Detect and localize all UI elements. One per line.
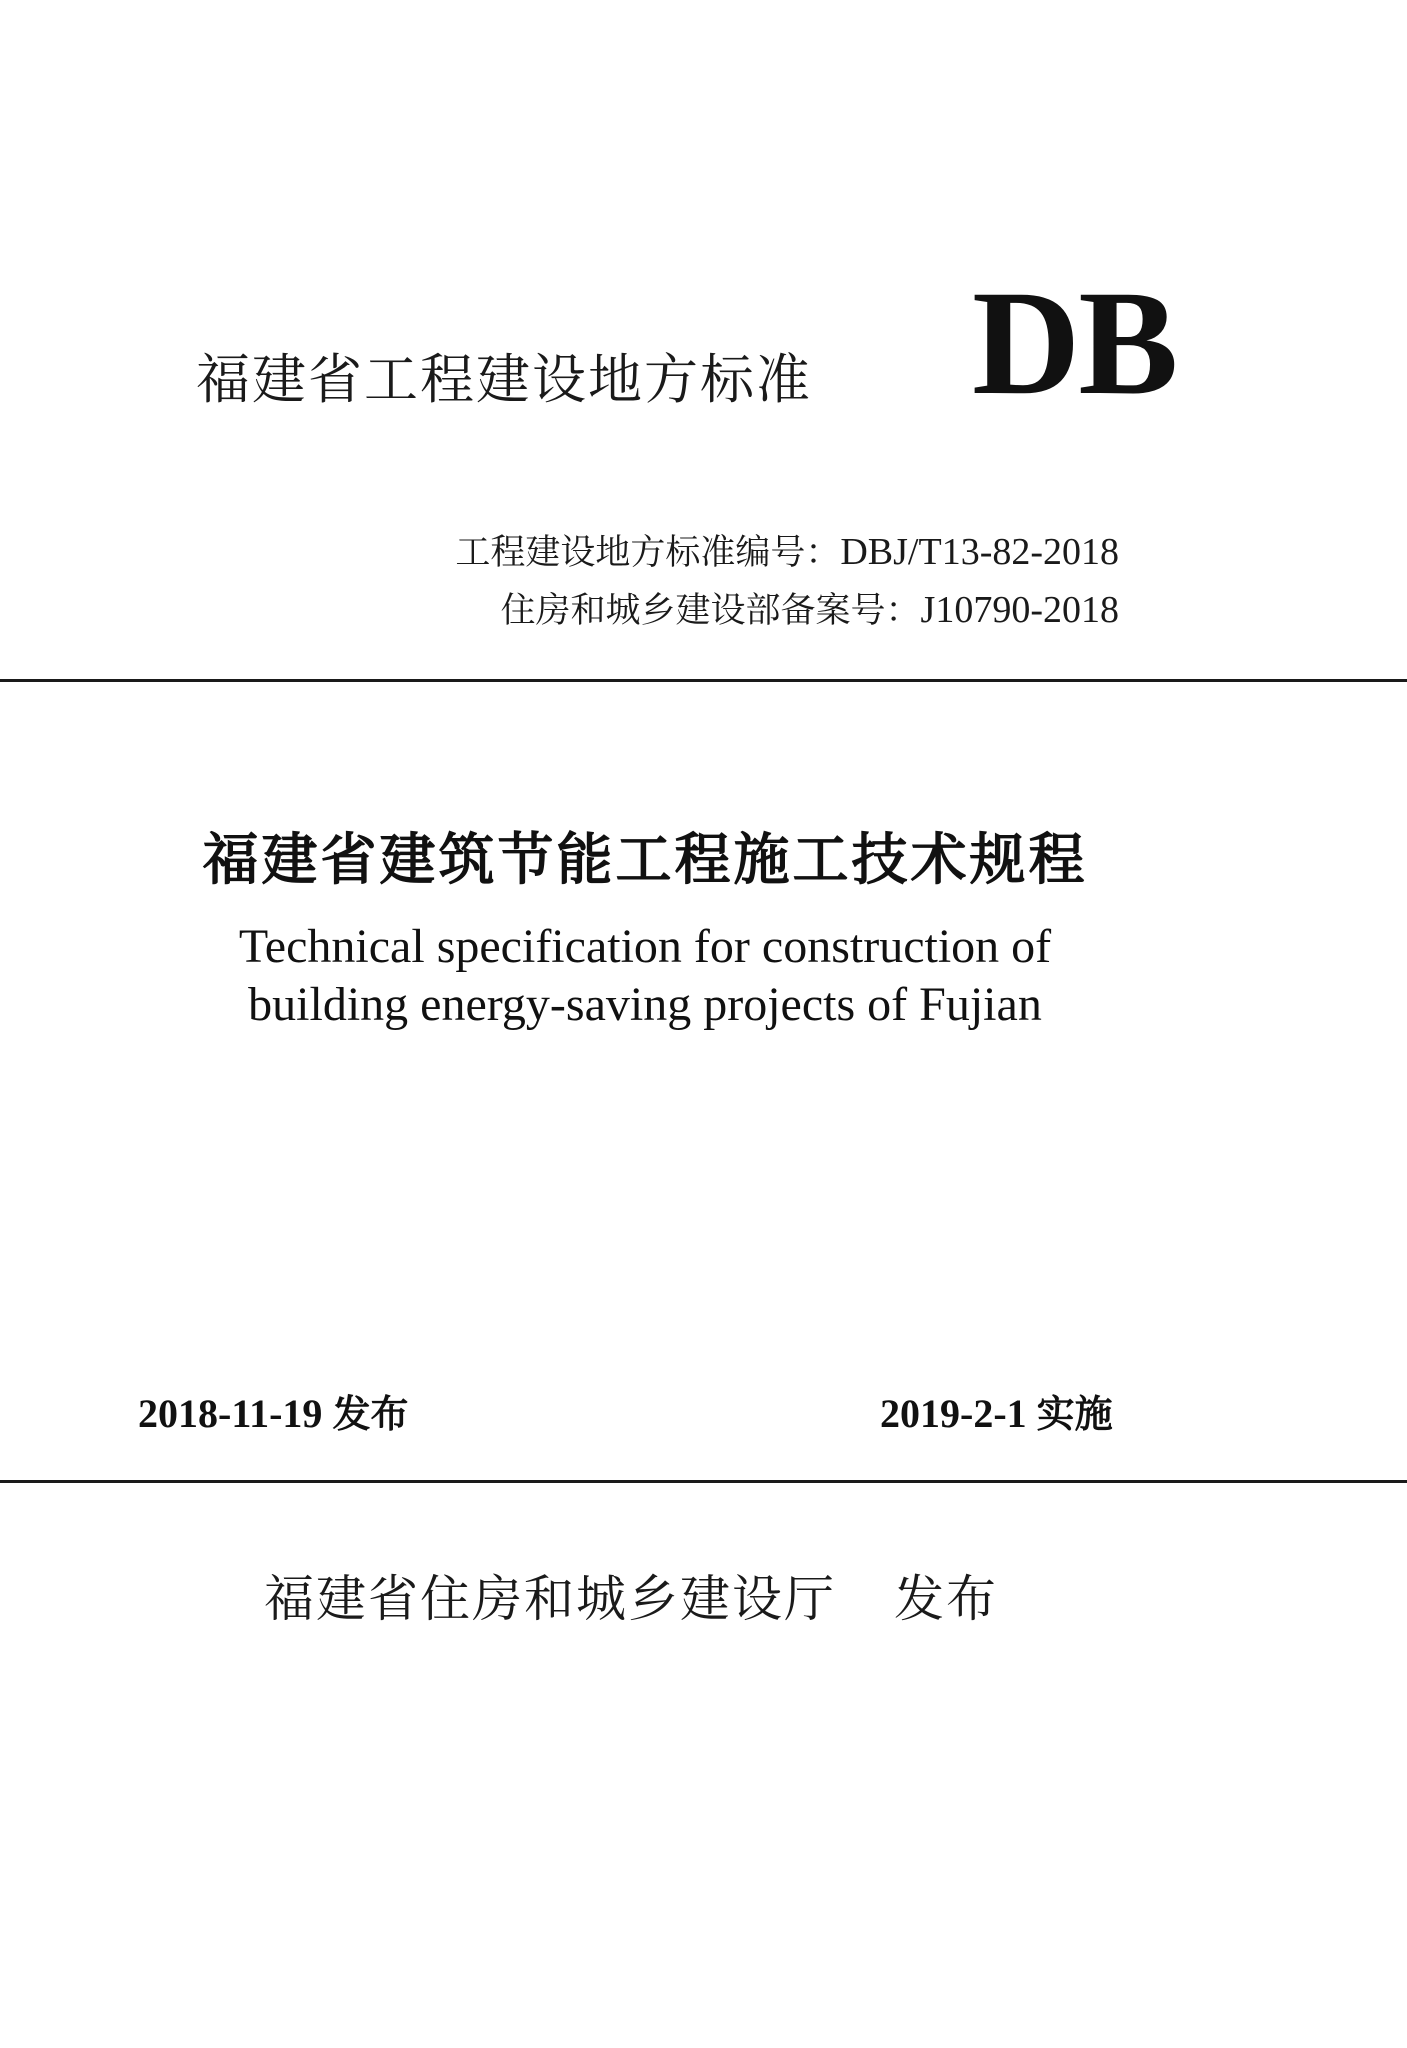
- title-chinese: 福建省建筑节能工程施工技术规程: [202, 828, 1088, 893]
- issue-date: 2018-11-19: [138, 1391, 323, 1436]
- publisher-line: [264, 1568, 998, 1630]
- top-divider: [0, 679, 1407, 682]
- record-number-label: 住房和城乡建设部备案号：: [500, 591, 921, 631]
- standard-category: 福建省工程建设地方标准: [196, 348, 812, 411]
- issue-date-line: [138, 1388, 408, 1440]
- bottom-divider: [0, 1480, 1407, 1483]
- effective-date-line: [880, 1388, 1113, 1440]
- standard-number-label: 工程建设地方标准编号：: [455, 533, 841, 573]
- publisher-name: 福建省住房和城乡建设厅: [264, 1570, 836, 1628]
- title-english-line-2: building energy-saving projects of Fujian: [248, 978, 1042, 1031]
- effective-label: 实施: [1036, 1392, 1113, 1436]
- effective-date: 2019-2-1: [880, 1391, 1027, 1436]
- standard-number: DBJ/T13-82-2018: [840, 531, 1119, 573]
- title-english-line-1: Technical specification for construction of: [238, 920, 1052, 973]
- standard-number-line: [455, 530, 1119, 575]
- publisher-action: 发布: [894, 1570, 998, 1628]
- db-mark: DB: [972, 260, 1177, 426]
- issue-label: 发布: [332, 1392, 409, 1436]
- record-number-line: [501, 588, 1119, 633]
- record-number: J10790-2018: [920, 589, 1119, 631]
